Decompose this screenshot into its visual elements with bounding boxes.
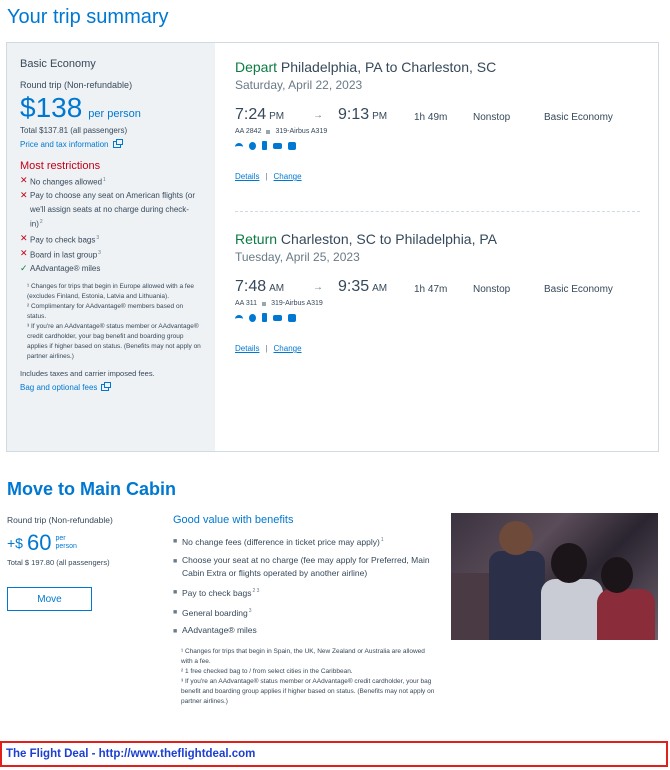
return-route [235,231,640,247]
change-link[interactable]: Change [273,172,302,181]
benefit-text: No change fees (difference in ticket price may apply) [182,536,380,547]
return-links: Details | Change [235,344,302,353]
fare-price [20,92,215,124]
amenities [235,141,640,150]
return-date: Tuesday, April 25, 2023 [235,250,360,264]
list-item [20,262,215,276]
price-per-person: per person [88,108,141,120]
duration: 1h 47m [414,284,448,295]
footnote-ref: 2 3 [252,587,260,594]
benefit-text: Pay to check bags [182,587,252,598]
depart-time: 7:24 PM [235,106,285,123]
restrictions-title: Most restrictions [20,160,101,172]
price-amount: 60 [26,530,52,555]
arrow-right-icon: → [313,110,323,121]
main-cabin-total: Total $ 197.80 (all passengers) [7,558,110,567]
restrictions-list [20,174,215,276]
cabin: Basic Economy [544,284,613,295]
price-per-person: per person [55,535,77,550]
arrow-right-icon: → [313,282,323,293]
footnote-ref: 1 [103,177,106,183]
check-icon: ✓ [20,263,28,274]
restriction-text: AAdvantage® miles [30,264,101,274]
list-item [173,534,443,549]
aircraft: 319-Airbus A319 [275,128,328,135]
tv-icon [273,315,282,321]
bullet-icon: ■ [173,538,178,545]
move-section-title: Move to Main Cabin [7,479,177,499]
list-item [173,624,443,638]
depart-flight [235,59,640,181]
footnote: ² 1 free checked bag to / from select cities in the Caribbean. [181,668,353,676]
list-item [173,585,443,600]
depart-label: Depart [235,59,278,75]
main-cabin-trip-type: Round trip (Non-refundable) [7,515,113,525]
list-item [173,605,443,620]
stops: Nonstop [473,112,511,123]
includes-taxes: Includes taxes and carrier imposed fees. [20,368,155,378]
depart-route [235,59,640,75]
wifi-icon [235,315,243,320]
return-label: Return [235,231,278,247]
duration: 1h 49m [414,112,448,123]
restriction-text: No changes allowed [30,177,103,187]
trip-summary-card [6,42,659,452]
fare-footnotes [20,282,204,362]
main-cabin-upgrade-price [7,530,167,556]
tv-icon [273,143,282,149]
footer-text: The Flight Deal - http://www.theflightdeal.com [6,748,256,760]
change-link[interactable]: Change [273,344,302,353]
footnote: ¹ Changes for trips that begin in Europe allowed with a fee (excludes Finland, Estonia, Latvia and Lithuania). [27,282,194,300]
flight-number: AA 2842 319-Airbus A319 [235,128,328,135]
footnote-ref: 3 [98,249,101,256]
details-link[interactable]: Details [235,344,260,353]
fare-total: Total $137.81 (all passengers) [20,126,128,135]
list-item [20,247,215,262]
entertainment-icon [288,142,296,150]
fare-name: Basic Economy [20,58,96,70]
external-link-icon [101,384,109,391]
move-button[interactable]: Move [7,587,92,611]
price-prefix: +$ [7,535,23,551]
depart-times [235,106,640,128]
benefit-text: General boarding [182,607,248,618]
return-flight [235,231,640,353]
list-item [20,174,215,189]
depart-links: Details | Change [235,172,302,181]
external-link-icon [113,141,121,148]
power-icon [249,142,256,150]
restriction-text: Board in last group [30,250,98,260]
phone-icon [262,313,267,322]
depart-date: Saturday, April 22, 2023 [235,78,363,92]
x-icon: ✕ [20,190,28,201]
flight-number: AA 311 319-Airbus A319 [235,300,323,307]
footnote-ref: 2 [39,219,43,226]
return-times [235,278,640,300]
benefit-text: Choose your seat at no charge (fee may apply for Preferred, Main Cabin Extra or flights operated by another airline) [182,554,430,578]
arrive-time: 9:35 AM [338,278,388,295]
depart-route-text: Philadelphia, PA to Charleston, SC [280,59,497,75]
footnote: ² Complimentary for AAdvantage® members based on status. [27,302,184,320]
bullet-icon: ■ [173,608,178,616]
bag-fees-link[interactable] [20,383,215,392]
restriction-text: Pay to check bags [30,235,96,245]
list-item [20,232,215,247]
list-item [173,554,443,580]
main-cabin-price [7,515,167,567]
benefit-text: AAdvantage® miles [182,625,257,636]
bullet-icon: ■ [173,588,178,596]
bullet-icon: ■ [173,557,178,565]
amenities [235,313,640,322]
separator-icon [266,130,270,134]
x-icon: ✕ [20,232,28,243]
footnote-ref: 3 [96,234,100,241]
footnote: ³ If you're an AAdvantage® status member or AAdvantage® credit cardholder, your bag benefit and boarding group applies if higher based on status. (Benefits may not apply on partner airlines.) [181,678,435,706]
price-tax-link-label: Price and tax information [20,140,109,149]
footer-banner [0,741,668,767]
footnote: ³ If you're an AAdvantage® status member or AAdvantage® credit cardholder, your bag benefit and boarding group applies if higher based on status. (Benefits may not apply on partner airlines.) [27,322,201,360]
list-item [20,189,215,231]
main-cabin-benefits [173,514,443,707]
fare-trip-type: Round trip (Non-refundable) [20,80,133,90]
bag-fees-link-label: Bag and optional fees [20,382,98,392]
entertainment-icon [288,314,296,322]
benefits-list [173,534,443,638]
aircraft: 319-Airbus A319 [271,300,323,307]
footnote-ref: 1 [380,537,384,543]
arrive-time: 9:13 PM [338,106,388,123]
restriction-text: Pay to choose any seat on American flights (or we'll assign seats at no charge during check-in) [30,191,195,230]
divider [235,211,640,212]
main-cabin-photo [451,513,658,640]
x-icon: ✕ [20,247,28,258]
details-link[interactable]: Details [235,172,260,181]
stops: Nonstop [473,284,511,295]
benefits-title: Good value with benefits [173,514,294,526]
cabin: Basic Economy [544,112,613,123]
price-tax-link[interactable] [20,140,215,149]
footnote-ref: 3 [248,607,252,614]
depart-time: 7:48 AM [235,278,285,295]
phone-icon [262,141,267,150]
return-route-text: Charleston, SC to Philadelphia, PA [280,231,498,247]
fare-panel [7,43,215,451]
bullet-icon: ■ [173,628,178,636]
footnote: ¹ Changes for trips that begin in Spain, the UK, New Zealand or Australia are allowed with a fee. [181,648,425,666]
main-cabin-footnotes [173,647,435,707]
page-title: Your trip summary [7,6,169,28]
x-icon: ✕ [20,175,28,185]
price-amount: $138 [20,92,83,123]
power-icon [249,314,256,322]
separator-icon [262,302,266,306]
wifi-icon [235,143,243,148]
